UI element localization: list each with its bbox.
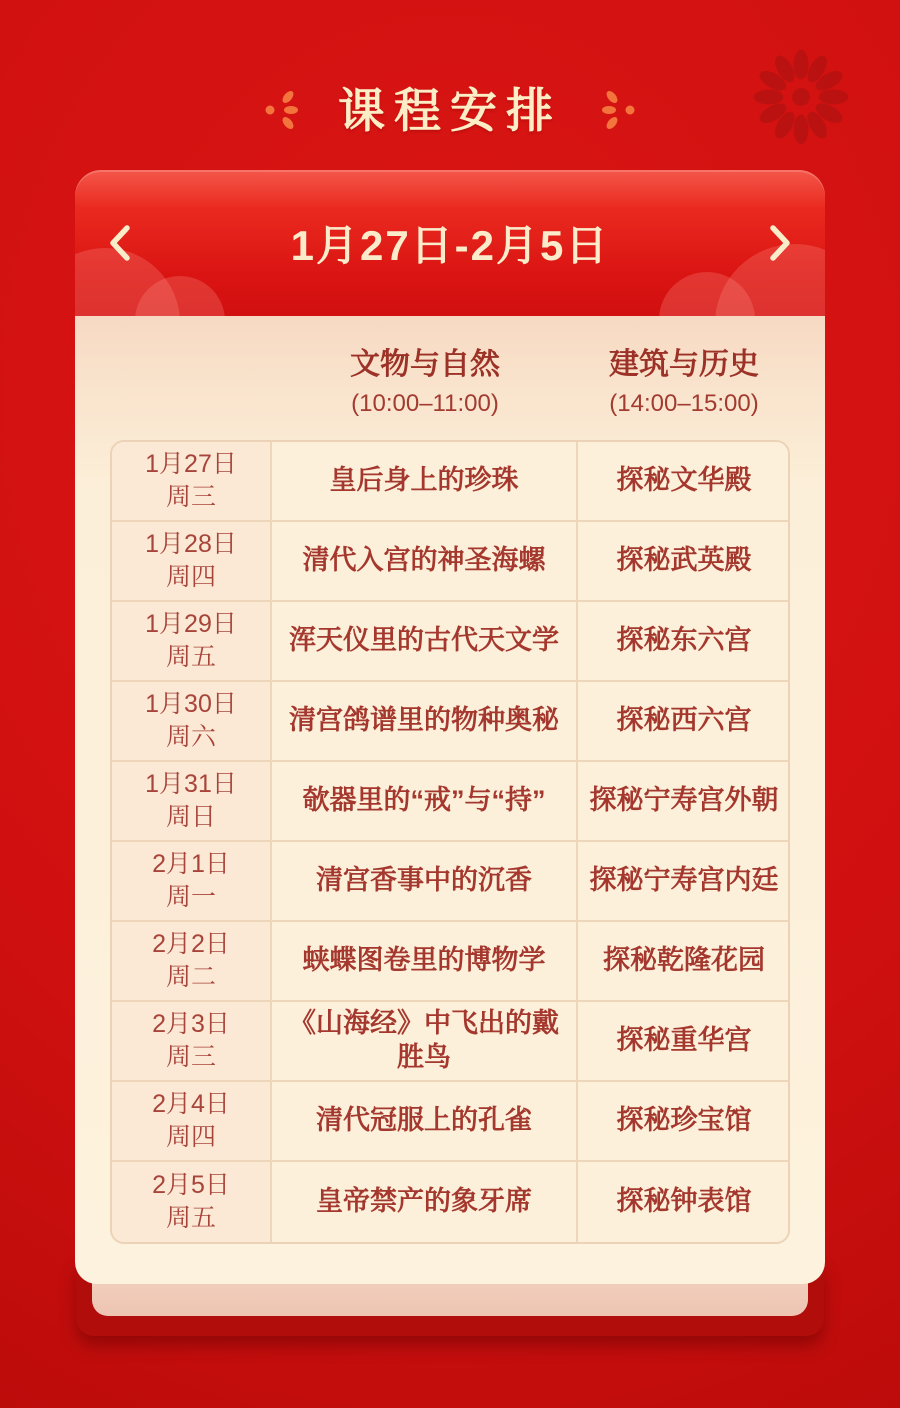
date-cell: 1月28日 周四	[112, 522, 272, 602]
venue-cell: 探秘乾隆花园	[578, 922, 790, 1002]
page-title: 课程安排	[338, 84, 562, 137]
table-row	[112, 1002, 788, 1082]
table-row	[112, 1162, 788, 1242]
venue-cell: 探秘东六宫	[578, 602, 790, 682]
column-label: 建筑与历史	[609, 348, 759, 381]
schedule-table	[110, 440, 790, 1244]
date-cell: 1月31日 周日	[112, 762, 272, 842]
column-header-architecture	[578, 346, 790, 418]
course-cell: 《山海经》中飞出的戴胜鸟	[272, 1002, 578, 1082]
course-cell: 皇后身上的珍珠	[272, 442, 578, 522]
date-range-label: 1月27日-2月5日	[290, 222, 610, 269]
course-cell: 蛱蝶图卷里的博物学	[272, 922, 578, 1002]
column-time: (14:00–15:00)	[609, 389, 759, 417]
schedule-card	[75, 170, 825, 1284]
venue-cell: 探秘武英殿	[578, 522, 790, 602]
table-row	[112, 682, 788, 762]
date-cell: 2月3日 周三	[112, 1002, 272, 1082]
table-row	[112, 842, 788, 922]
venue-cell: 探秘重华宫	[578, 1002, 790, 1082]
venue-cell: 探秘宁寿宫内廷	[578, 842, 790, 922]
week-carousel-header	[75, 170, 825, 316]
venue-cell: 探秘文华殿	[578, 442, 790, 522]
table-row	[112, 762, 788, 842]
column-headers	[110, 346, 790, 418]
date-cell: 1月27日 周三	[112, 442, 272, 522]
date-cell: 2月5日 周五	[112, 1162, 272, 1242]
sparkle-right-icon	[602, 87, 638, 129]
table-row	[112, 442, 788, 522]
venue-cell: 探秘西六宫	[578, 682, 790, 762]
date-cell: 2月1日 周一	[112, 842, 272, 922]
course-cell: 清代冠服上的孔雀	[272, 1082, 578, 1162]
date-cell: 1月30日 周六	[112, 682, 272, 762]
table-row	[112, 922, 788, 1002]
course-cell: 清宫鸽谱里的物种奥秘	[272, 682, 578, 762]
column-header-artifacts	[272, 346, 578, 418]
column-label: 文物与自然	[350, 348, 500, 381]
date-cell: 2月2日 周二	[112, 922, 272, 1002]
venue-cell: 探秘宁寿宫外朝	[578, 762, 790, 842]
table-row	[112, 522, 788, 602]
course-cell: 欹器里的“戒”与“持”	[272, 762, 578, 842]
course-cell: 清代入宫的神圣海螺	[272, 522, 578, 602]
table-row	[112, 1082, 788, 1162]
course-cell: 清宫香事中的沉香	[272, 842, 578, 922]
venue-cell: 探秘钟表馆	[578, 1162, 790, 1242]
firework-icon	[742, 38, 860, 156]
venue-cell: 探秘珍宝馆	[578, 1082, 790, 1162]
schedule-body	[75, 316, 825, 1284]
column-time: (10:00–11:00)	[351, 389, 499, 417]
table-row	[112, 602, 788, 682]
course-cell: 浑天仪里的古代天文学	[272, 602, 578, 682]
course-cell: 皇帝禁产的象牙席	[272, 1162, 578, 1242]
date-cell: 2月4日 周四	[112, 1082, 272, 1162]
sparkle-left-icon	[262, 87, 298, 129]
date-cell: 1月29日 周五	[112, 602, 272, 682]
